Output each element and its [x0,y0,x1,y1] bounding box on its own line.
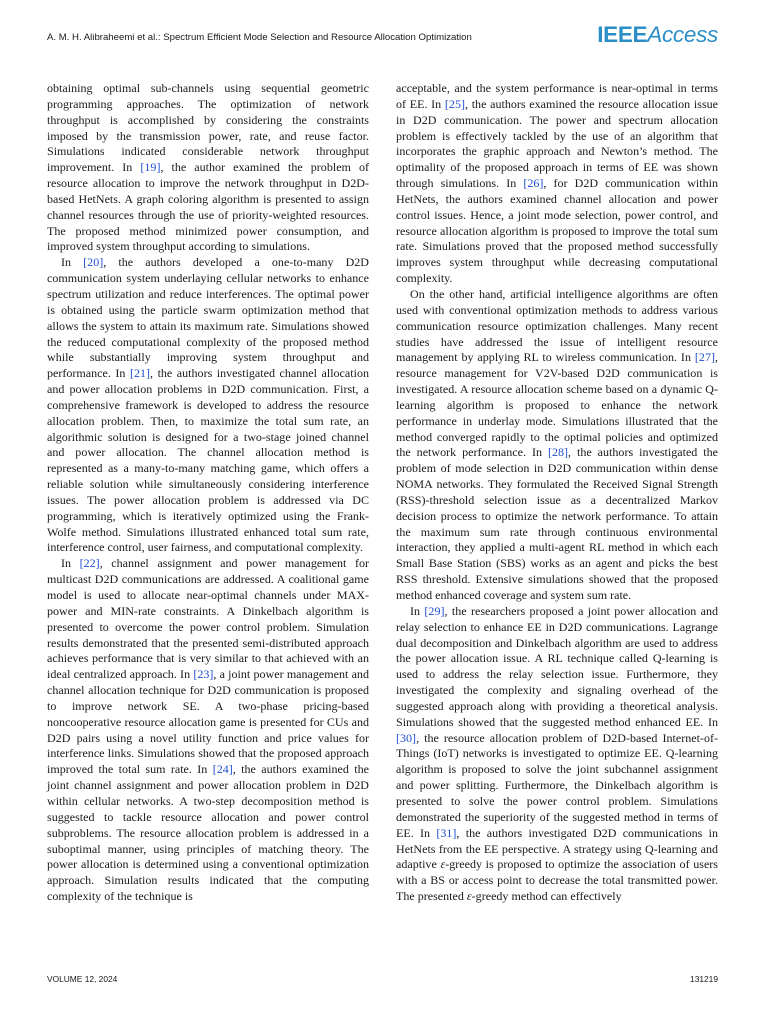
text-run: , the authors examined the resource allocation issue in D2D communication. The power and spectrum allocation problem is effectively tackled by the use of an algorithm that incorporates the graphic approach and Newton’s method. The optimality of the proposed approach in terms of EE was shown through simulations. In [396,96,719,191]
text-run: , the resource allocation problem of D2D-based Internet-of-Things (IoT) networks is investigated to optimize EE. Q-learning algorithm is proposed to solve the joint subchannel assignment and power splitting. Furthermore, the Dinkelbach algorithm is presented to solve the power control problem. Simulations demonstrated the superiority of the suggested method in terms of EE. In [396,730,718,840]
text-run: , the authors investigated D2D communications in HetNets from the EE perspective. A strategy using Q-learning and adaptive [396,825,718,872]
citation-link-31[interactable]: [31] [436,825,457,840]
citation-link-24[interactable]: [24] [212,762,233,777]
text-run: , a joint power management and channel allocation technique for D2D communication is proposed to improve network SE. A two-phase pricing-based noncooperative resource allocation game is presented for CUs and D2D pairs using a novel utility function and price values for interference links. Simulations showed that the proposed approach improved the total sum rate. In [47,667,369,777]
paragraph-left-1 [47,81,369,255]
left-column [47,81,369,961]
citation-link-21[interactable]: [21] [129,366,151,381]
text-run: -greedy method can effectively [471,889,622,904]
logo-ieee-text: IEEE [597,22,648,47]
paragraph-right-1 [396,81,718,287]
paragraph-right-2 [396,287,718,604]
citation-link-23[interactable]: [23] [193,667,214,682]
page-header [47,24,718,50]
paragraph-left-2 [47,255,369,556]
text-run: , for D2D communication within HetNets, the authors examined channel allocation and power control issues. Hence, a joint mode selection, power control, and resource allocation algorithm is proposed to improve the total sum rate. Simulations proved that the proposed method successfully improves system throughput while decreasing computational complexity. [396,176,718,286]
paragraph-right-3 [396,604,718,905]
text-run: In [410,603,425,618]
citation-link-28[interactable]: [28] [547,445,569,460]
text-run: In [61,255,84,270]
citation-link-27[interactable]: [27] [694,350,715,365]
citation-link-30[interactable]: [30] [396,730,417,745]
citation-link-26[interactable]: [26] [523,176,544,191]
citation-link-19[interactable]: [19] [140,160,161,175]
text-run: , channel assignment and power management for multicast D2D communications are addressed. A coalitional game model is used to allocate near-optimal channels under MAX-power and MIN-rate constraints. A Dinkelbach algorithm is presented to overcome the power control problem. Simulation results demonstrated that the presented semi-distributed approach achieves performance that is very similar to that achieved with an ideal centralized approach. In [47,556,369,682]
text-run: In [61,556,80,571]
citation-link-25[interactable]: [25] [444,96,465,111]
epsilon-symbol: ε [440,857,446,872]
running-head: A. M. H. Alibraheemi et al.: Spectrum Efficient Mode Selection and Resource Allocation Optimization [47,32,472,43]
text-run: , the author examined the problem of resource allocation to improve the network throughput in D2D-based HetNets. A graph coloring algorithm is presented to assign channel resources through the use of priority-weighted resources. The proposed method minimized power consumption, and improved system throughput according to simulations. [47,160,369,254]
citation-link-20[interactable]: [20] [83,255,104,270]
footer-volume: VOLUME 12, 2024 [47,974,118,984]
ieee-access-logo [597,22,718,48]
text-run: , resource management for V2V-based D2D communication is investigated. A resource allocation scheme based on a dynamic Q-learning algorithm is proposed to enhance the network performance in underlay mode. Simulations illustrated that the method converged rapidly to the optimal policies and optimized the network performance. In [396,350,718,460]
paragraph-left-3 [47,556,369,905]
text-run: On the other hand, artificial intelligence algorithms are often used with conventional optimization methods to address various communication resource optimization challenges. Many recent studies have addressed the issue of intelligent resource management by applying RL to wireless communication. In [396,286,718,365]
text-run: , the authors investigated the problem of mode selection in D2D communication within dense NOMA networks. They formulated the Received Signal Strength (RSS)-threshold selection issue as a decentralized Markov decision process to optimize the network performance. To attain the maximum sum rate through continuous environmental interaction, they applied a multi-agent RL method in which each Small Base Station (SBS) works as an agent and picks the best RSS threshold. Extensive simulations showed that the proposed method enhanced coverage and system sum rate. [396,445,718,602]
text-run: obtaining optimal sub-channels using sequential geometric programming approaches. The optimization of network throughput is accomplished by considering the constraints imposed by the transmission power, rate, and reuse factor. Simulations indicated considerable network throughput improvement. In [47,81,369,175]
right-column [396,81,718,961]
text-run: , the researchers proposed a joint power allocation and relay selection to enhance EE in D2D communications. Lagrange dual decomposition and Dinkelbach algorithm are used to address the power allocation issue. A RL technique called Q-learning is used to address the relay selection issue. Furthermore, they investigated the complexity and signaling overhead of the suggested approach along with providing a theoretical analysis. Simulations showed that the suggested method enhanced EE. In [396,603,719,729]
text-run: -greedy is proposed to optimize the association of users with a BS or access point to decrease the total transmitted power. The presented [396,857,718,904]
citation-link-22[interactable]: [22] [79,556,100,571]
text-run: , the authors developed a one-to-many D2D communication system underlaying cellular networks to enhance spectrum utilization and reduce interferences. The optimal power is obtained using the particle swarm optimization method that allows the system to attain its maximum rate. Simulations showed the reduced computational complexity of the proposed method while substantially improving system throughput and performance. In [47,255,370,381]
citation-link-29[interactable]: [29] [424,603,445,618]
logo-access-text: Access [647,22,718,47]
text-run: , the authors examined the joint channel assignment and power allocation problem in D2D within cellular networks. A two-step decomposition method is suggested to tackle resource allocation and power control subproblems. The resource allocation problem is addressed in a suboptimal manner, using principles of matching theory. The power allocation is determined using a conventional optimization approach. Simulation results indicated that the computing complexity of the technique is [47,762,369,904]
text-run: , the authors investigated channel allocation and power allocation problems in D2D communication. First, a comprehensive framework is developed to address the resource allocation problem. Then, to maximize the total sum rate, an algorithmic solution is designed for a two-stage joined channel and power allocation. The channel allocation method is represented as a many-to-many matching game, which offers a reliable solution while simultaneously considering interference issues. The power allocation problem is addressed via DC programming, which is iteratively optimized using the Frank-Wolfe method. Simulations illustrated enhanced total sum rate, interference control, user fairness, and computational complexity. [47,366,369,555]
footer-page-number: 131219 [690,974,718,984]
epsilon-symbol: ε [466,889,472,904]
text-run: acceptable, and the system performance is near-optimal in terms of EE. In [396,81,718,111]
